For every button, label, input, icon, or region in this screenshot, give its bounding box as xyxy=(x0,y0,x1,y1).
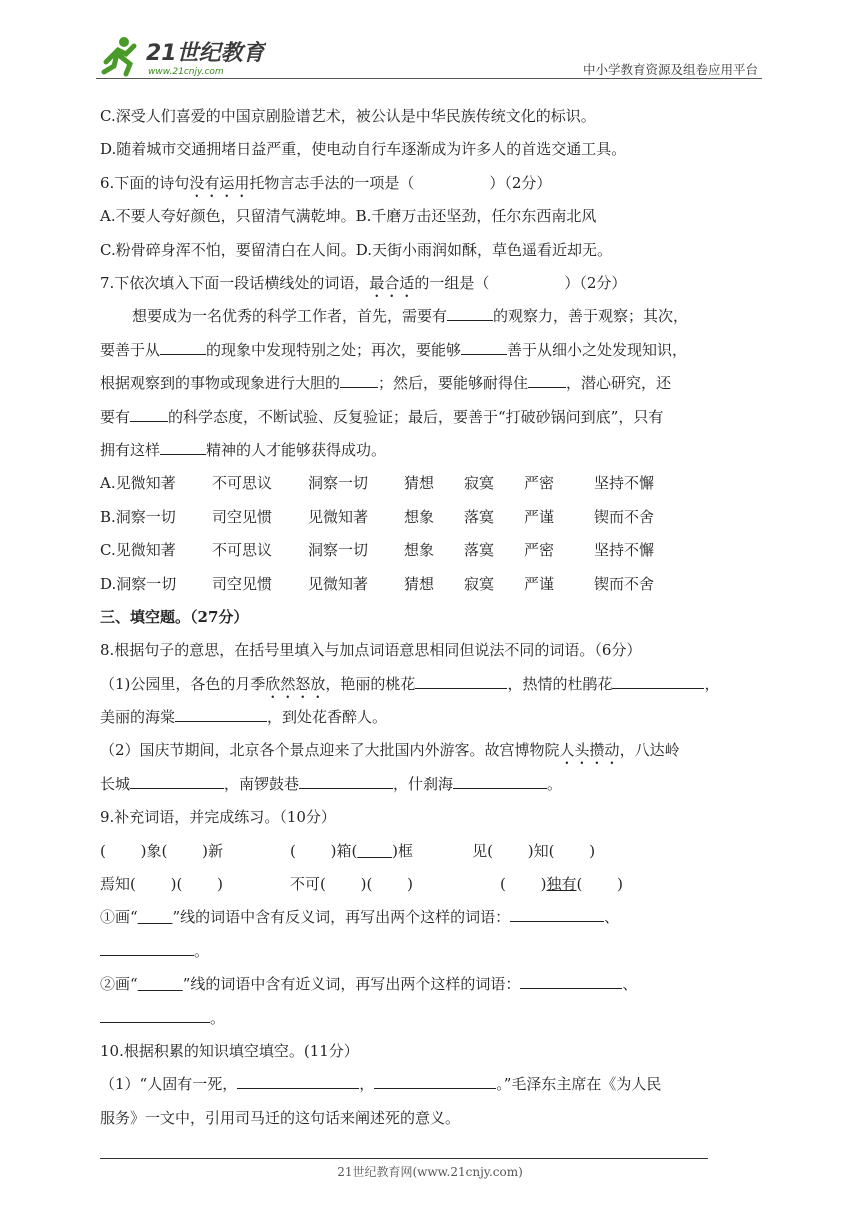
question-text: 、 xyxy=(622,975,638,994)
question-text: ①画“ xyxy=(100,908,138,927)
q7-prefix: 7.下依次填入下面一段话横线处的词语， xyxy=(100,273,370,292)
passage-text: 拥有这样 xyxy=(100,440,161,459)
option-cell: C.见微知著 xyxy=(100,541,176,560)
question-text: 。 xyxy=(210,1008,226,1027)
option-cell: A.见微知著 xyxy=(100,474,176,493)
sentence-text: 长城 xyxy=(100,774,131,793)
idiom-item-underlined: 独有 xyxy=(546,875,577,894)
option-cell: 落寞 xyxy=(464,507,495,526)
sentence-text: 。 xyxy=(547,774,563,793)
sentence-text: （1）“人固有一死， xyxy=(100,1075,238,1094)
answer-blank[interactable] xyxy=(520,987,622,989)
q10-stem: 10.根据积累的知识填空填空。(11分） xyxy=(100,1042,359,1060)
q7-passage-line-3 xyxy=(100,367,765,400)
option-cell: 不可思议 xyxy=(212,541,273,560)
passage-text: 想要成为一名优秀的科学工作者，首先，需要有 xyxy=(132,307,448,326)
header-divider xyxy=(96,78,762,79)
q10-sentence-1-cont: 服务》一文中，引用司马迁的这句话来阐述死的意义。 xyxy=(100,1108,461,1127)
answer-blank[interactable] xyxy=(100,1021,210,1023)
sentence-text: 美丽的海棠 xyxy=(100,708,176,727)
q6-stem xyxy=(100,167,765,200)
option-cell: 见微知著 xyxy=(308,507,369,526)
sentence-text: ，热情的杜鹃花 xyxy=(507,674,613,693)
idiom-item: )框 xyxy=(392,841,413,860)
q10-sentence-1 xyxy=(100,1068,765,1101)
q6-prefix: 6.下面的诗句 xyxy=(100,173,190,192)
q8-sentence-1-cont xyxy=(100,701,765,734)
q6-emphasis: 没有运用 xyxy=(189,173,250,192)
q7-passage-line-4 xyxy=(100,401,765,434)
q5-option-c: C.深受人们喜爱的中国京剧脸谱艺术，被公认是中华民族传统文化的标识。 xyxy=(100,107,596,125)
idiom-item: 不可( )( ) xyxy=(290,875,413,894)
passage-text: 要善于从 xyxy=(100,340,161,359)
sentence-text: ，到处花香醉人。 xyxy=(267,708,388,727)
q7-options-table xyxy=(100,467,654,601)
q9-stem: 9.补充词语，并完成练习。（10分） xyxy=(100,808,336,827)
q9-idiom-row-2 xyxy=(100,868,765,901)
passage-text: ；然后，要能够耐得住 xyxy=(378,374,529,393)
q8-stem: 8.根据句子的意思，在括号里填入与加点词语意思相同但说法不同的词语。（6分） xyxy=(100,641,642,660)
q9-idiom-row-1 xyxy=(100,835,765,868)
sentence-text: ，什刹海 xyxy=(393,774,454,793)
question-text: ”线的词语中含有近义词，再写出两个这样的词语： xyxy=(182,975,521,994)
passage-text: 精神的人才能够获得成功。 xyxy=(206,440,387,459)
footer-text: 21世纪教育网(www.21cnjy.com) xyxy=(337,1165,523,1179)
sentence-text: （1)公园里，各色的月季 xyxy=(100,674,266,693)
option-cell: 司空见惯 xyxy=(212,507,273,526)
option-cell: 司空见惯 xyxy=(212,574,273,593)
question-text: 。 xyxy=(194,941,210,960)
option-cell: 坚持不懈 xyxy=(594,541,655,560)
answer-blank[interactable] xyxy=(461,353,507,355)
q7-option-row-c xyxy=(100,534,654,567)
option-cell: 洞察一切 xyxy=(308,474,369,493)
idiom-item: ( ) xyxy=(500,875,547,894)
question-text: ②画“ xyxy=(100,975,138,994)
passage-text: 善于从细小之处发现知识， xyxy=(507,340,688,359)
passage-text: 的科学态度，不断试验、反复验证；最后，要善于“打破砂锅问到底”，只有 xyxy=(168,407,664,426)
option-cell: 坚持不懈 xyxy=(594,474,655,493)
q7-emphasis: 最合适 xyxy=(369,273,415,292)
sentence-text: ， xyxy=(359,1075,375,1094)
q7-passage-line-5 xyxy=(100,434,765,467)
idiom-item: ( ) xyxy=(576,875,623,894)
sentence-text: ， xyxy=(704,674,720,693)
underline-marker xyxy=(138,975,183,993)
option-cell: 落寞 xyxy=(464,541,495,560)
question-text: 、 xyxy=(604,908,620,927)
answer-blank[interactable] xyxy=(612,687,704,689)
sentence-text: ，南锣鼓巷 xyxy=(224,774,300,793)
answer-blank[interactable] xyxy=(374,1087,496,1089)
q9-part-2-cont xyxy=(100,1002,765,1035)
answer-blank[interactable] xyxy=(447,319,493,321)
emphasized-word: 欣然怒放 xyxy=(265,674,326,693)
q7-stem xyxy=(100,267,765,300)
option-cell: 严密 xyxy=(524,541,555,560)
answer-blank[interactable] xyxy=(100,954,194,956)
platform-name: 中小学教育资源及组卷应用平台 xyxy=(582,62,758,77)
q5-option-d: D.随着城市交通拥堵日益严重，使电动自行车逐渐成为许多人的首选交通工具。 xyxy=(100,140,627,159)
question-text: ”线的词语中含有反义词，再写出两个这样的词语： xyxy=(172,908,511,927)
option-cell: D.洞察一切 xyxy=(100,574,177,593)
q9-part-2 xyxy=(100,968,765,1001)
answer-blank[interactable] xyxy=(299,787,393,789)
option-cell: 猜想 xyxy=(404,574,435,593)
q7-passage-line-1 xyxy=(100,300,765,333)
option-cell: 严谨 xyxy=(524,507,555,526)
section-3-title: 三、填空题。（27分） xyxy=(100,607,249,626)
q7-passage-line-2 xyxy=(100,334,765,367)
sentence-text: ，八达岭 xyxy=(619,741,680,760)
answer-blank[interactable] xyxy=(453,787,547,789)
q8-sentence-1 xyxy=(100,668,765,701)
answer-blank[interactable] xyxy=(130,787,224,789)
q8-sentence-2-cont xyxy=(100,768,765,801)
emphasized-word: 人头攒动 xyxy=(559,741,620,760)
underline-marker xyxy=(138,908,173,926)
option-cell: 洞察一切 xyxy=(308,541,369,560)
idiom-item-underlined xyxy=(357,842,392,860)
answer-blank[interactable] xyxy=(160,453,206,455)
site-logo xyxy=(96,32,266,78)
option-cell: 严密 xyxy=(524,474,555,493)
sentence-text: （2）国庆节期间，北京各个景点迎来了大批国内外游客。故宫博物院 xyxy=(100,741,560,760)
q9-part-1 xyxy=(100,901,765,934)
q6-options-ab: A.不要人夸好颜色，只留清气满乾坤。B.千磨万击还坚劲，任尔东西南北风 xyxy=(100,207,597,226)
option-cell: 想象 xyxy=(404,507,435,526)
logo-main-text: 21世纪教育 xyxy=(146,41,265,66)
passage-text: 要有 xyxy=(100,407,131,426)
idiom-item: ( )箱( xyxy=(290,841,358,860)
answer-blank[interactable] xyxy=(130,420,168,422)
answer-blank[interactable] xyxy=(528,386,566,388)
answer-blank[interactable] xyxy=(237,1087,359,1089)
idiom-item: ( )象( )新 xyxy=(100,841,223,860)
q7-option-row-d xyxy=(100,568,654,601)
answer-blank[interactable] xyxy=(175,720,267,722)
answer-blank[interactable] xyxy=(415,687,507,689)
footer-divider xyxy=(100,1158,708,1159)
passage-text: 根据观察到的事物或现象进行大胆的 xyxy=(100,374,341,393)
exam-content xyxy=(100,100,765,1135)
q7-suffix: 的一组是（ ）（2分） xyxy=(414,273,627,292)
runner-icon xyxy=(104,37,134,74)
option-cell: 猜想 xyxy=(404,474,435,493)
q7-option-row-a xyxy=(100,467,654,500)
option-cell: 寂寞 xyxy=(464,474,495,493)
logo-sub-text: www.21cnjy.com xyxy=(148,67,224,77)
passage-text: ，潜心研究，还 xyxy=(566,374,672,393)
passage-text: 的现象中发现特别之处；再次，要能够 xyxy=(206,340,462,359)
q6-suffix: 托物言志手法的一项是（ ）（2分） xyxy=(249,173,552,192)
q9-part-1-cont xyxy=(100,935,765,968)
option-cell: 见微知著 xyxy=(308,574,369,593)
option-cell: 锲而不舍 xyxy=(594,574,655,593)
sentence-text: 。”毛泽东主席在《为人民 xyxy=(496,1075,662,1094)
q8-sentence-2 xyxy=(100,734,765,767)
answer-blank[interactable] xyxy=(340,386,378,388)
option-cell: 不可思议 xyxy=(212,474,273,493)
option-cell: B.洞察一切 xyxy=(100,507,176,526)
q7-option-row-b xyxy=(100,501,654,534)
idiom-item: 见( )知( ) xyxy=(472,841,596,860)
sentence-text: ，艳丽的桃花 xyxy=(325,674,416,693)
q6-options-cd: C.粉骨碎身浑不怕，要留清白在人间。D.天街小雨润如酥，草色遥看近却无。 xyxy=(100,240,612,259)
idiom-item: 焉知( )( ) xyxy=(100,875,223,894)
option-cell: 锲而不舍 xyxy=(594,507,655,526)
answer-blank[interactable] xyxy=(510,920,604,922)
option-cell: 想象 xyxy=(404,541,435,560)
option-cell: 寂寞 xyxy=(464,574,495,593)
option-cell: 严谨 xyxy=(524,574,555,593)
answer-blank[interactable] xyxy=(160,353,206,355)
passage-text: 的观察力，善于观察；其次， xyxy=(493,307,689,326)
page-header xyxy=(96,32,762,80)
